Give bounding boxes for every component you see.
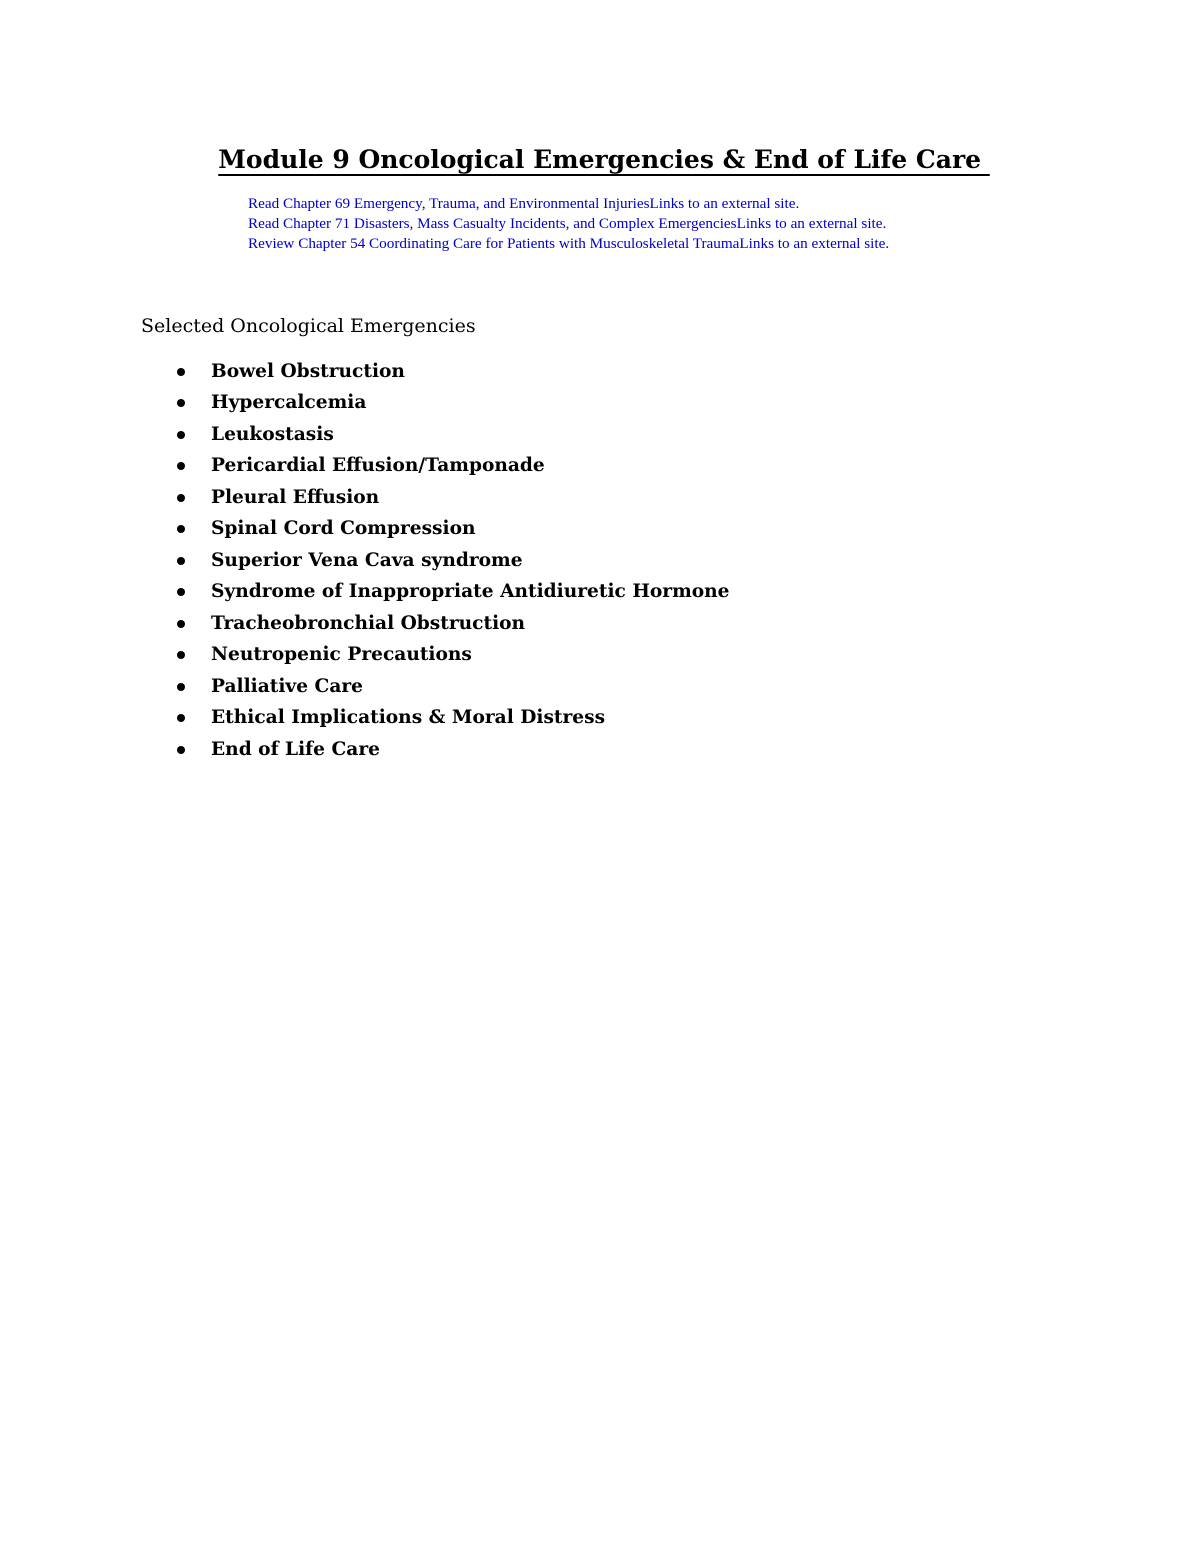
page-title: Module 9 Oncological Emergencies & End of Life Care bbox=[218, 145, 990, 174]
list-item bbox=[174, 514, 730, 546]
list-item bbox=[174, 482, 730, 514]
list-item-label: Neutropenic Precautions bbox=[211, 644, 472, 666]
bullet-icon bbox=[177, 620, 185, 628]
bullet-icon bbox=[177, 462, 185, 470]
list-item bbox=[174, 419, 730, 451]
list-item-label: Tracheobronchial Obstruction bbox=[211, 612, 526, 634]
list-item bbox=[174, 703, 730, 735]
bullet-icon bbox=[177, 588, 185, 596]
list-item bbox=[174, 451, 730, 483]
list-item-label: Syndrome of Inappropriate Antidiuretic Hormone bbox=[211, 581, 730, 603]
bullet-icon bbox=[177, 525, 185, 533]
list-item bbox=[174, 545, 730, 577]
list-item bbox=[174, 577, 730, 609]
reading-link-chapter-71[interactable]: Read Chapter 71 Disasters, Mass Casualty Incidents, and Complex EmergenciesLinks to an external site. bbox=[248, 215, 887, 232]
bullet-icon bbox=[177, 368, 185, 376]
bullet-icon bbox=[177, 399, 185, 407]
list-item-label: Palliative Care bbox=[211, 675, 364, 697]
reading-link-chapter-54[interactable]: Review Chapter 54 Coordinating Care for Patients with Musculoskeletal TraumaLinks to an external site. bbox=[248, 235, 890, 252]
list-item bbox=[174, 356, 730, 388]
list-item-label: Pleural Effusion bbox=[211, 486, 380, 508]
list-item-label: Superior Vena Cava syndrome bbox=[211, 549, 523, 571]
list-item-label: Leukostasis bbox=[211, 423, 334, 445]
section-heading: Selected Oncological Emergencies bbox=[141, 315, 476, 337]
reading-link-chapter-69[interactable]: Read Chapter 69 Emergency, Trauma, and Environmental InjuriesLinks to an external site. bbox=[248, 195, 800, 212]
list-item bbox=[174, 608, 730, 640]
bullet-icon bbox=[177, 494, 185, 502]
list-item bbox=[174, 734, 730, 766]
bullet-icon bbox=[177, 746, 185, 754]
bullet-icon bbox=[177, 714, 185, 722]
list-item-label: End of Life Care bbox=[211, 738, 380, 760]
list-item-label: Pericardial Effusion/Tamponade bbox=[211, 455, 545, 477]
list-item bbox=[174, 671, 730, 703]
reading-links bbox=[248, 194, 1108, 254]
list-item-label: Ethical Implications & Moral Distress bbox=[211, 707, 606, 729]
emergencies-list bbox=[174, 356, 730, 766]
bullet-icon bbox=[177, 557, 185, 565]
bullet-icon bbox=[177, 651, 185, 659]
list-item-label: Spinal Cord Compression bbox=[211, 518, 476, 540]
list-item-label: Hypercalcemia bbox=[211, 392, 367, 414]
list-item-label: Bowel Obstruction bbox=[211, 360, 405, 382]
list-item bbox=[174, 388, 730, 420]
bullet-icon bbox=[177, 683, 185, 691]
list-item bbox=[174, 640, 730, 672]
bullet-icon bbox=[177, 431, 185, 439]
